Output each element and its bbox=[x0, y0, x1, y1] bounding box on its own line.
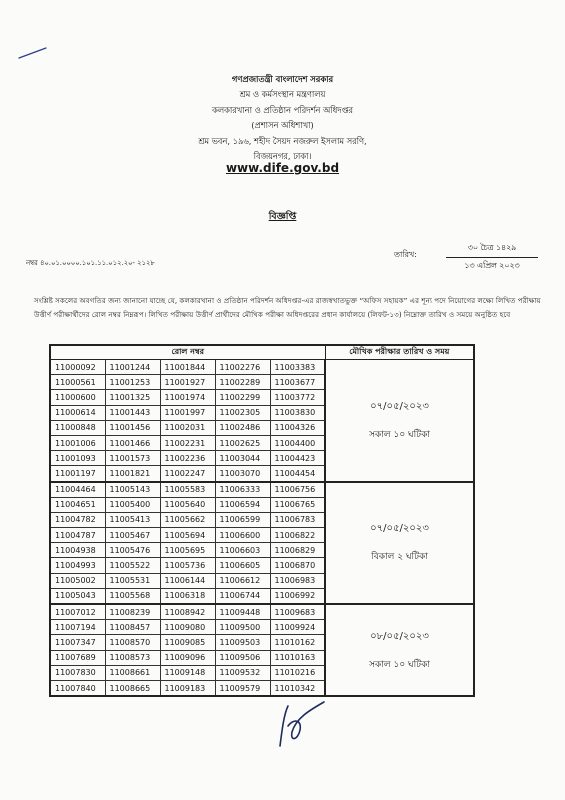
roll-number-header: রোল নম্বর bbox=[50, 345, 325, 360]
roll-number-cell: 11006822 bbox=[270, 528, 325, 543]
roll-number-cell: 11008570 bbox=[105, 635, 160, 650]
roll-number-cell: 11001244 bbox=[105, 360, 160, 375]
roll-number-table bbox=[49, 344, 475, 697]
roll-number-cell: 11006594 bbox=[215, 497, 270, 512]
roll-number-cell: 11006600 bbox=[215, 528, 270, 543]
roll-number-cell: 11008661 bbox=[105, 665, 160, 680]
schedule-time: সকাল ১০ ঘটিকা bbox=[369, 659, 430, 670]
roll-number-cell: 11005400 bbox=[105, 497, 160, 512]
roll-number-cell: 11005568 bbox=[105, 588, 160, 604]
roll-number-cell: 11006612 bbox=[215, 573, 270, 588]
schedule-cell bbox=[325, 604, 474, 696]
roll-number-cell: 11006783 bbox=[270, 512, 325, 527]
roll-number-cell: 11009924 bbox=[270, 620, 325, 635]
date-bangla: ৩০ চৈত্র ১৪২৯ bbox=[446, 242, 538, 258]
letterhead bbox=[0, 72, 565, 164]
roll-number-cell: 11009683 bbox=[270, 604, 325, 620]
schedule-time: বিকাল ২ ঘটিকা bbox=[371, 552, 428, 563]
roll-number-cell: 11002299 bbox=[215, 390, 270, 405]
roll-number-cell: 11002289 bbox=[215, 375, 270, 390]
table-row bbox=[50, 482, 474, 498]
roll-number-cell: 11006829 bbox=[270, 543, 325, 558]
roll-number-cell: 11001844 bbox=[160, 360, 215, 375]
roll-number-cell: 11005640 bbox=[160, 497, 215, 512]
roll-number-cell: 11001927 bbox=[160, 375, 215, 390]
roll-number-cell: 11005694 bbox=[160, 528, 215, 543]
roll-number-cell: 11010216 bbox=[270, 665, 325, 680]
roll-number-cell: 11002486 bbox=[215, 420, 270, 435]
roll-number-cell: 11005413 bbox=[105, 512, 160, 527]
roll-number-cell: 11009448 bbox=[215, 604, 270, 620]
roll-number-cell: 11008942 bbox=[160, 604, 215, 620]
roll-number-cell: 11002305 bbox=[215, 405, 270, 420]
roll-number-cell: 11005736 bbox=[160, 558, 215, 573]
roll-number-cell: 11003070 bbox=[215, 466, 270, 482]
roll-number-cell: 11000848 bbox=[50, 420, 105, 435]
department-name: কলকারখানা ও প্রতিষ্ঠান পরিদর্শন অধিদপ্তর bbox=[212, 104, 353, 115]
roll-number-cell: 11007830 bbox=[50, 665, 105, 680]
roll-number-cell: 11004782 bbox=[50, 512, 105, 527]
roll-number-cell: 11006144 bbox=[160, 573, 215, 588]
roll-number-cell: 11001006 bbox=[50, 435, 105, 450]
roll-number-cell: 11000614 bbox=[50, 405, 105, 420]
roll-number-cell: 11003677 bbox=[270, 375, 325, 390]
roll-number-cell: 11001456 bbox=[105, 420, 160, 435]
roll-number-cell: 11004651 bbox=[50, 497, 105, 512]
roll-number-cell: 11006870 bbox=[270, 558, 325, 573]
roll-number-cell: 11009500 bbox=[215, 620, 270, 635]
roll-number-cell: 11002625 bbox=[215, 435, 270, 450]
roll-number-cell: 11006599 bbox=[215, 512, 270, 527]
roll-number-cell: 11004400 bbox=[270, 435, 325, 450]
roll-number-cell: 11003830 bbox=[270, 405, 325, 420]
table-header-row bbox=[50, 345, 474, 360]
schedule-cell bbox=[325, 360, 474, 482]
website-link[interactable]: www.dife.gov.bd bbox=[225, 161, 340, 175]
roll-number-cell: 11005467 bbox=[105, 528, 160, 543]
roll-number-cell: 11005043 bbox=[50, 588, 105, 604]
schedule-header: মৌখিক পরীক্ষার তারিখ ও সময় bbox=[325, 345, 474, 360]
roll-number-cell: 11000600 bbox=[50, 390, 105, 405]
roll-number-cell: 11003772 bbox=[270, 390, 325, 405]
roll-number-cell: 11004326 bbox=[270, 420, 325, 435]
roll-number-cell: 11006605 bbox=[215, 558, 270, 573]
roll-number-cell: 11004454 bbox=[270, 466, 325, 482]
roll-number-cell: 11010342 bbox=[270, 680, 325, 696]
pen-mark bbox=[18, 46, 48, 60]
roll-number-cell: 11004938 bbox=[50, 543, 105, 558]
roll-number-cell: 11000561 bbox=[50, 375, 105, 390]
roll-number-cell: 11006333 bbox=[215, 482, 270, 498]
roll-number-cell: 11005695 bbox=[160, 543, 215, 558]
roll-number-cell: 11001821 bbox=[105, 466, 160, 482]
roll-number-cell: 11001573 bbox=[105, 451, 160, 466]
roll-number-cell: 11004993 bbox=[50, 558, 105, 573]
roll-number-cell: 11004464 bbox=[50, 482, 105, 498]
roll-number-cell: 11003044 bbox=[215, 451, 270, 466]
roll-number-cell: 11003383 bbox=[270, 360, 325, 375]
date-block bbox=[446, 242, 538, 273]
schedule-cell bbox=[325, 482, 474, 605]
roll-number-cell: 11005522 bbox=[105, 558, 160, 573]
roll-number-cell: 11010163 bbox=[270, 650, 325, 665]
branch-name: (প্রশাসন অধিশাখা) bbox=[251, 120, 314, 131]
roll-number-cell: 11001253 bbox=[105, 375, 160, 390]
notice-body: সংশ্লিষ্ট সকলের অবগতির জন্য জানানো যাচ্ছে যে, কলকারখানা ও প্রতিষ্ঠান পরিদর্শন অধিদপ্তর-এর রাজস্বখাতভুক্ত “অফিস সহায়ক” এর শূন্য পদে নিয়োগের লক্ষ্যে লিখিত পরীক্ষায় উত্তীর্ণ পরীক্ষার্থীদের রোল নম্বর নিম্নরূপ। লিখিত পরীক্ষায় উত্তীর্ণ প্রার্থীদের মৌখিক পরীক্ষা অধিদপ্তরের প্রধান কার্যালয়ে (লিফট-১৩) নিম্নোক্ত তারিখ ও সময়ে অনুষ্ঠিত হবে bbox=[34, 296, 541, 319]
roll-number-cell: 11001974 bbox=[160, 390, 215, 405]
roll-number-cell: 11005662 bbox=[160, 512, 215, 527]
roll-number-cell: 11001443 bbox=[105, 405, 160, 420]
roll-number-cell: 11008239 bbox=[105, 604, 160, 620]
roll-number-cell: 11009532 bbox=[215, 665, 270, 680]
roll-number-cell: 11008457 bbox=[105, 620, 160, 635]
roll-number-cell: 11006983 bbox=[270, 573, 325, 588]
roll-number-cell: 11005002 bbox=[50, 573, 105, 588]
roll-number-cell: 11006992 bbox=[270, 588, 325, 604]
schedule-date: ০৮/০৫/২০২৩ bbox=[370, 630, 429, 642]
roll-number-cell: 11009096 bbox=[160, 650, 215, 665]
roll-number-cell: 11002236 bbox=[160, 451, 215, 466]
roll-number-cell: 11005476 bbox=[105, 543, 160, 558]
roll-number-cell: 11001093 bbox=[50, 451, 105, 466]
gov-name: গণপ্রজাতন্ত্রী বাংলাদেশ সরকার bbox=[231, 74, 334, 84]
ministry-name: শ্রম ও কর্মসংস্থান মন্ত্রণালয় bbox=[239, 89, 326, 100]
roll-number-cell: 11002031 bbox=[160, 420, 215, 435]
roll-number-cell: 11002247 bbox=[160, 466, 215, 482]
roll-number-cell: 11008665 bbox=[105, 680, 160, 696]
roll-number-cell: 11002231 bbox=[160, 435, 215, 450]
roll-number-cell: 11007840 bbox=[50, 680, 105, 696]
roll-number-cell: 11002276 bbox=[215, 360, 270, 375]
date-english: ১৩ এপ্রিল ২০২৩ bbox=[464, 261, 520, 270]
table-body bbox=[50, 360, 474, 697]
roll-number-cell: 11007347 bbox=[50, 635, 105, 650]
roll-number-cell: 11006603 bbox=[215, 543, 270, 558]
roll-number-cell: 11000092 bbox=[50, 360, 105, 375]
roll-number-cell: 11001325 bbox=[105, 390, 160, 405]
roll-number-cell: 11004787 bbox=[50, 528, 105, 543]
schedule-time: সকাল ১০ ঘটিকা bbox=[369, 429, 430, 440]
signature bbox=[266, 700, 336, 750]
address-line-1: শ্রম ভবন, ১৯৬, শহীদ সৈয়দ নজরুল ইসলাম সরণি, bbox=[198, 135, 367, 146]
roll-number-cell: 11007194 bbox=[50, 620, 105, 635]
memo-number: নম্বর ৪০.০১.০০০০.১০১.১১.০১২.২০- ২১২৮ bbox=[26, 259, 155, 267]
roll-number-cell: 11009148 bbox=[160, 665, 215, 680]
roll-number-cell: 11009085 bbox=[160, 635, 215, 650]
roll-number-cell: 11006318 bbox=[160, 588, 215, 604]
roll-number-cell: 11005583 bbox=[160, 482, 215, 498]
schedule-date: ০৭/০৫/২০২৩ bbox=[370, 400, 429, 412]
table-row bbox=[50, 604, 474, 620]
roll-number-cell: 11009579 bbox=[215, 680, 270, 696]
date-label: তারিখ: bbox=[394, 250, 417, 259]
roll-number-cell: 11005531 bbox=[105, 573, 160, 588]
roll-number-cell: 11001197 bbox=[50, 466, 105, 482]
schedule-date: ০৭/০৫/২০২৩ bbox=[370, 523, 429, 535]
roll-number-cell: 11004423 bbox=[270, 451, 325, 466]
roll-number-cell: 11006756 bbox=[270, 482, 325, 498]
roll-number-cell: 11001997 bbox=[160, 405, 215, 420]
roll-number-cell: 11008573 bbox=[105, 650, 160, 665]
table-row bbox=[50, 360, 474, 375]
roll-number-cell: 11009183 bbox=[160, 680, 215, 696]
roll-number-cell: 11010162 bbox=[270, 635, 325, 650]
roll-number-cell: 11006765 bbox=[270, 497, 325, 512]
notice-title: বিজ্ঞপ্তি bbox=[268, 211, 297, 222]
address-line-2: বিজয়নগর, ঢাকা। bbox=[253, 151, 312, 162]
roll-number-cell: 11009503 bbox=[215, 635, 270, 650]
roll-number-cell: 11006744 bbox=[215, 588, 270, 604]
roll-number-cell: 11009080 bbox=[160, 620, 215, 635]
roll-number-cell: 11001466 bbox=[105, 435, 160, 450]
roll-number-cell: 11005143 bbox=[105, 482, 160, 498]
roll-number-cell: 11007012 bbox=[50, 604, 105, 620]
roll-number-cell: 11007689 bbox=[50, 650, 105, 665]
roll-number-cell: 11009506 bbox=[215, 650, 270, 665]
